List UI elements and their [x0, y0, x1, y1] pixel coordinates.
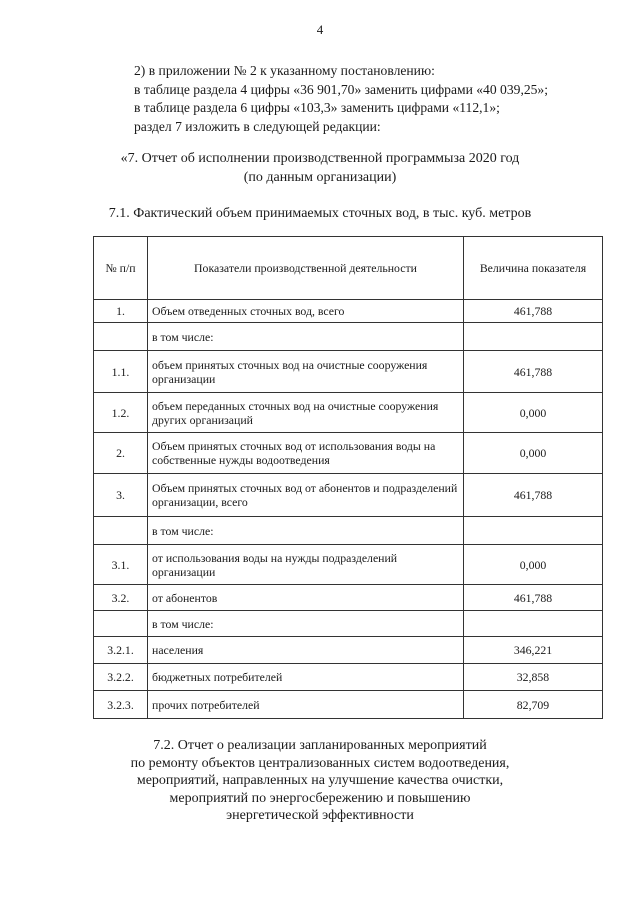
row-label: Объем принятых сточных вод от использования воды на собственные нужды водоотведения: [148, 433, 464, 474]
table-row: [94, 323, 603, 351]
row-label: Объем отведенных сточных вод, всего: [148, 300, 464, 323]
row-value: 0,000: [464, 393, 603, 433]
table-row: [94, 637, 603, 664]
table-row: [94, 691, 603, 719]
section-7-2-line: энергетической эффективности: [226, 808, 414, 824]
row-label: от использования воды на нужды подразделений организации: [148, 545, 464, 585]
row-label: в том числе:: [148, 323, 464, 351]
row-value: 0,000: [464, 545, 603, 585]
row-value: 461,788: [464, 585, 603, 611]
row-num: [94, 611, 148, 637]
section-7-2-line: по ремонту объектов централизованных систем водоотведения,: [130, 755, 510, 771]
table-row: [94, 393, 603, 433]
table-row: [94, 300, 603, 323]
row-value: 82,709: [464, 691, 603, 719]
row-value: 461,788: [464, 300, 603, 323]
row-value: 461,788: [464, 351, 603, 393]
row-num: 3.: [94, 474, 148, 517]
section-7-subtitle: (по данным организации): [243, 169, 397, 185]
header-value: Величина показателя: [464, 237, 603, 300]
table-row: [94, 433, 603, 474]
row-num: [94, 517, 148, 545]
table-row: [94, 517, 603, 545]
table-row: [94, 474, 603, 517]
amendment-text: [134, 62, 604, 136]
amendment-line: 2) в приложении № 2 к указанному постановлению:: [134, 63, 435, 78]
row-label: бюджетных потребителей: [148, 664, 464, 691]
table-row: [94, 351, 603, 393]
section-7-2-line: 7.2. Отчет о реализации запланированных мероприятий: [153, 738, 487, 753]
row-label: в том числе:: [148, 611, 464, 637]
section-7-2-line: мероприятий по энергосбережению и повышению: [169, 790, 471, 806]
section-7-title: [0, 150, 640, 187]
row-label: от абонентов: [148, 585, 464, 611]
amendment-line: в таблице раздела 4 цифры «36 901,70» заменить цифрами «40 039,25»;: [134, 81, 549, 97]
section-7-title-line: «7. Отчет об исполнении производственной программыза 2020 год: [120, 151, 520, 166]
row-label: в том числе:: [148, 517, 464, 545]
row-value: [464, 517, 603, 545]
row-label: объем переданных сточных вод на очистные сооружения других организаций: [148, 393, 464, 433]
header-num: № п/п: [94, 237, 148, 300]
header-indicator: Показатели производственной деятельности: [148, 237, 464, 300]
section-7-2-line: мероприятий, направленных на улучшение качества очистки,: [136, 773, 504, 789]
table-row: [94, 611, 603, 637]
row-value: 346,221: [464, 637, 603, 664]
row-num: 1.1.: [94, 351, 148, 393]
section-7-2-title: [0, 737, 640, 825]
row-num: 3.2.: [94, 585, 148, 611]
table-row: [94, 545, 603, 585]
row-num: 3.2.2.: [94, 664, 148, 691]
row-label: объем принятых сточных вод на очистные сооружения организации: [148, 351, 464, 393]
table-header-row: [94, 237, 603, 300]
row-value: 0,000: [464, 433, 603, 474]
page-number: 4: [316, 22, 324, 37]
row-num: 3.2.1.: [94, 637, 148, 664]
row-num: 1.: [94, 300, 148, 323]
row-num: 1.2.: [94, 393, 148, 433]
row-label: прочих потребителей: [148, 691, 464, 719]
row-num: 2.: [94, 433, 148, 474]
row-num: [94, 323, 148, 351]
row-num: 3.2.3.: [94, 691, 148, 719]
row-label: населения: [148, 637, 464, 664]
section-7-1-title: 7.1. Фактический объем принимаемых сточных вод, в тыс. куб. метров: [108, 206, 532, 221]
amendment-line: в таблице раздела 6 цифры «103,3» заменить цифрами «112,1»;: [134, 100, 500, 115]
row-value: [464, 323, 603, 351]
row-value: [464, 611, 603, 637]
table-row: [94, 585, 603, 611]
row-value: 32,858: [464, 664, 603, 691]
wastewater-volume-table: [93, 236, 603, 719]
row-num: 3.1.: [94, 545, 148, 585]
table-row: [94, 664, 603, 691]
row-label: Объем принятых сточных вод от абонентов и подразделений организации, всего: [148, 474, 464, 517]
row-value: 461,788: [464, 474, 603, 517]
amendment-line: раздел 7 изложить в следующей редакции:: [134, 118, 381, 134]
